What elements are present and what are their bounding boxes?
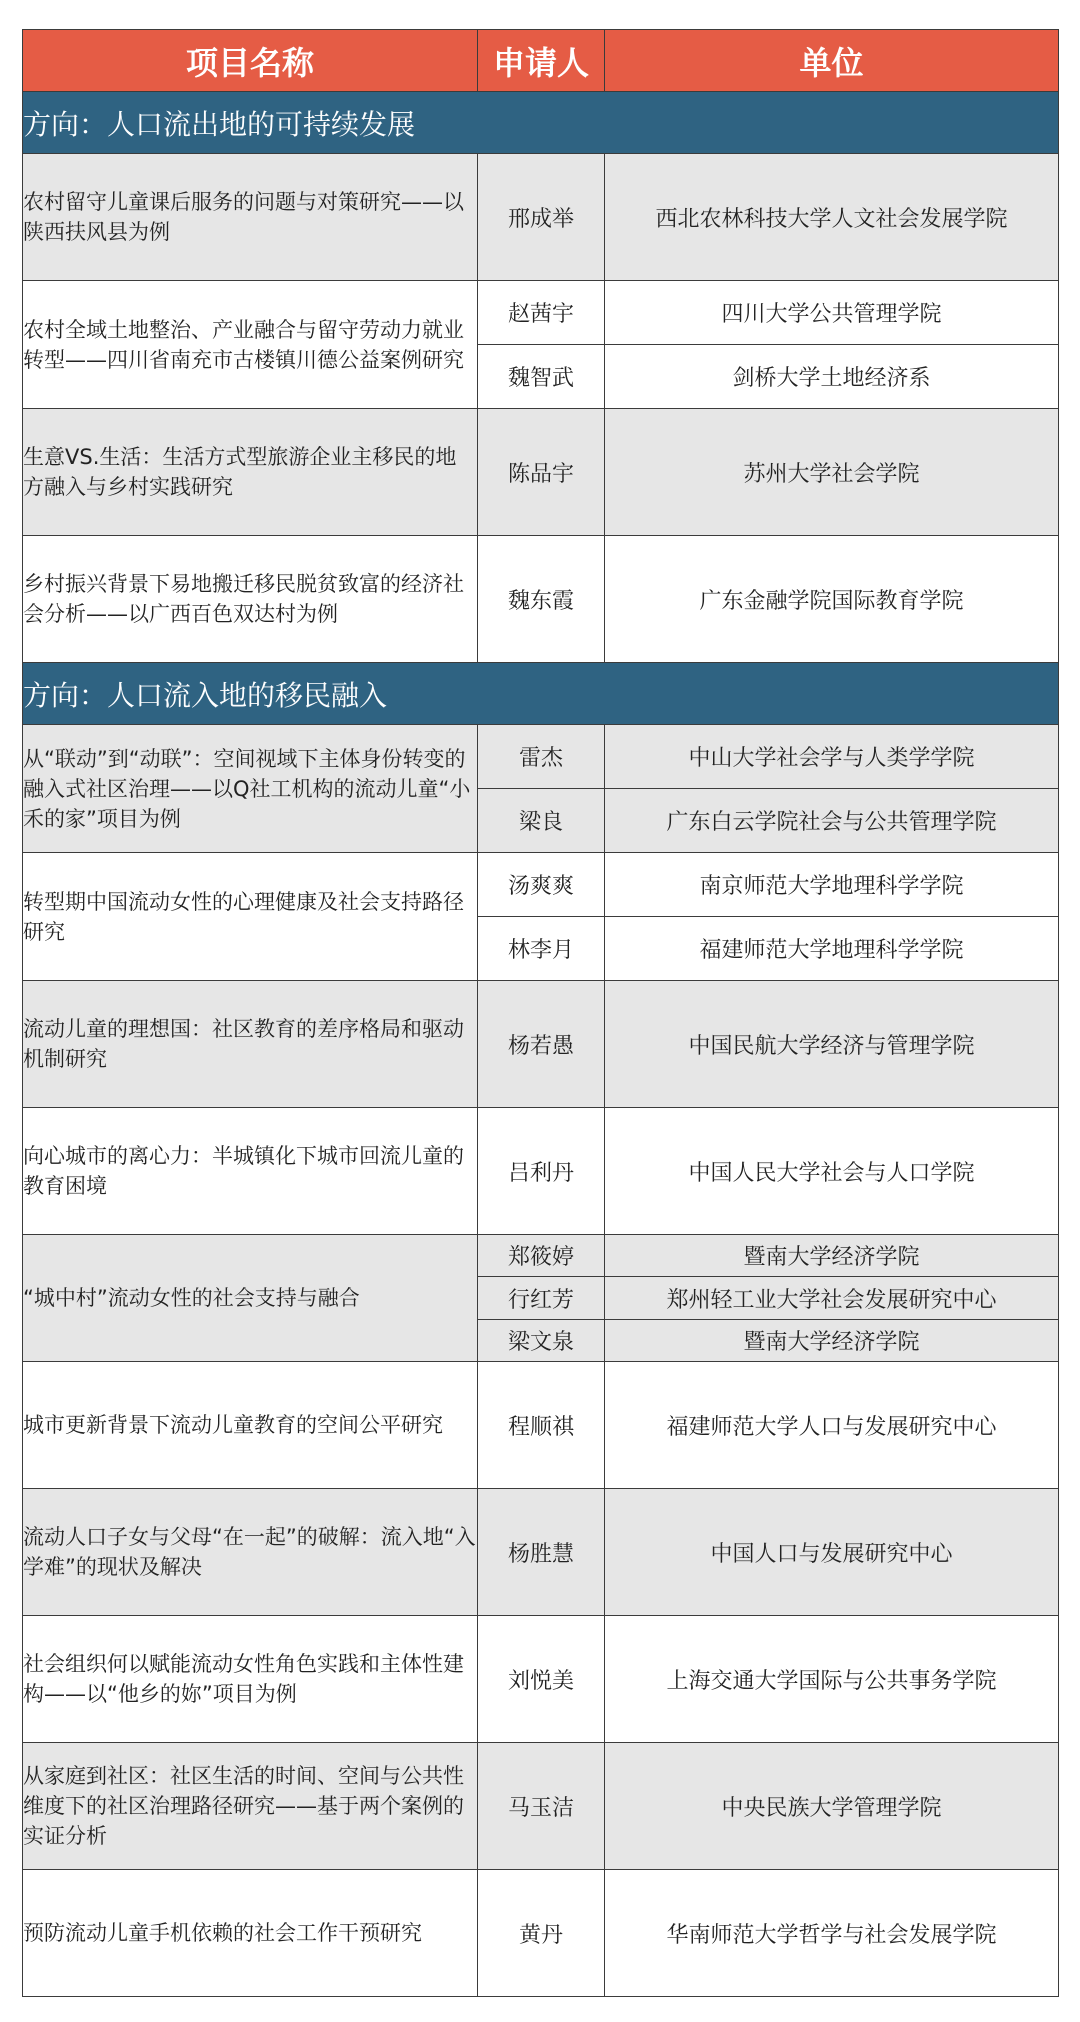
table-row xyxy=(23,1743,1059,1870)
unit-name: 华南师范大学哲学与社会发展学院 xyxy=(605,1870,1059,1997)
applicant-name: 赵茜宇 xyxy=(478,281,605,345)
project-title: 向心城市的离心力：半城镇化下城市回流儿童的教育困境 xyxy=(23,1108,478,1235)
applicant-name: 梁良 xyxy=(478,789,605,853)
table-row xyxy=(23,281,1059,345)
applicant-name: 林李月 xyxy=(478,917,605,981)
header-unit: 单位 xyxy=(605,30,1059,92)
unit-name: 暨南大学经济学院 xyxy=(605,1235,1059,1277)
table-row xyxy=(23,1616,1059,1743)
project-title: 从“联动”到“动联”：空间视域下主体身份转变的融入式社区治理——以Q社工机构的流动儿童“小禾的家”项目为例 xyxy=(23,725,478,853)
applicant-name: 邢成举 xyxy=(478,154,605,281)
table-row xyxy=(23,1870,1059,1997)
direction-label: 方向：人口流入地的移民融入 xyxy=(23,663,1059,725)
table-row xyxy=(23,1362,1059,1489)
direction-row xyxy=(23,92,1059,154)
header-project-name: 项目名称 xyxy=(23,30,478,92)
header-applicant: 申请人 xyxy=(478,30,605,92)
direction-label: 方向：人口流出地的可持续发展 xyxy=(23,92,1059,154)
unit-name: 中山大学社会学与人类学学院 xyxy=(605,725,1059,789)
applicant-name: 马玉洁 xyxy=(478,1743,605,1870)
table-row xyxy=(23,1108,1059,1235)
applicant-name: 汤爽爽 xyxy=(478,853,605,917)
unit-name: 中国人民大学社会与人口学院 xyxy=(605,1108,1059,1235)
project-table xyxy=(22,29,1059,1997)
table-row xyxy=(23,536,1059,663)
unit-name: 上海交通大学国际与公共事务学院 xyxy=(605,1616,1059,1743)
unit-name: 广东金融学院国际教育学院 xyxy=(605,536,1059,663)
project-title: 流动儿童的理想国：社区教育的差序格局和驱动机制研究 xyxy=(23,981,478,1108)
applicant-name: 陈品宇 xyxy=(478,409,605,536)
applicant-name: 杨若愚 xyxy=(478,981,605,1108)
table-row xyxy=(23,154,1059,281)
project-title: 生意VS.生活：生活方式型旅游企业主移民的地方融入与乡村实践研究 xyxy=(23,409,478,536)
unit-name: 中央民族大学管理学院 xyxy=(605,1743,1059,1870)
unit-name: 剑桥大学土地经济系 xyxy=(605,345,1059,409)
table-row xyxy=(23,853,1059,917)
unit-name: 中国人口与发展研究中心 xyxy=(605,1489,1059,1616)
table-row xyxy=(23,1235,1059,1277)
project-title: 社会组织何以赋能流动女性角色实践和主体性建构——以“他乡的妳”项目为例 xyxy=(23,1616,478,1743)
applicant-name: 魏智武 xyxy=(478,345,605,409)
project-title: 从家庭到社区：社区生活的时间、空间与公共性维度下的社区治理路径研究——基于两个案例的实证分析 xyxy=(23,1743,478,1870)
header-row xyxy=(23,30,1059,92)
applicant-name: 刘悦美 xyxy=(478,1616,605,1743)
direction-row xyxy=(23,663,1059,725)
unit-name: 福建师范大学人口与发展研究中心 xyxy=(605,1362,1059,1489)
project-title: “城中村”流动女性的社会支持与融合 xyxy=(23,1235,478,1362)
project-title: 乡村振兴背景下易地搬迁移民脱贫致富的经济社会分析——以广西百色双达村为例 xyxy=(23,536,478,663)
unit-name: 福建师范大学地理科学学院 xyxy=(605,917,1059,981)
unit-name: 暨南大学经济学院 xyxy=(605,1320,1059,1362)
unit-name: 广东白云学院社会与公共管理学院 xyxy=(605,789,1059,853)
project-title: 转型期中国流动女性的心理健康及社会支持路径研究 xyxy=(23,853,478,981)
applicant-name: 杨胜慧 xyxy=(478,1489,605,1616)
applicant-name: 黄丹 xyxy=(478,1870,605,1997)
table-row xyxy=(23,1489,1059,1616)
table-row xyxy=(23,725,1059,789)
project-title: 城市更新背景下流动儿童教育的空间公平研究 xyxy=(23,1362,478,1489)
project-title: 农村全域土地整治、产业融合与留守劳动力就业转型——四川省南充市古楼镇川德公益案例研究 xyxy=(23,281,478,409)
table-row xyxy=(23,981,1059,1108)
applicant-name: 吕利丹 xyxy=(478,1108,605,1235)
applicant-name: 程顺祺 xyxy=(478,1362,605,1489)
unit-name: 中国民航大学经济与管理学院 xyxy=(605,981,1059,1108)
unit-name: 南京师范大学地理科学学院 xyxy=(605,853,1059,917)
project-title: 农村留守儿童课后服务的问题与对策研究——以陕西扶风县为例 xyxy=(23,154,478,281)
applicant-name: 行红芳 xyxy=(478,1277,605,1320)
unit-name: 西北农林科技大学人文社会发展学院 xyxy=(605,154,1059,281)
project-title: 预防流动儿童手机依赖的社会工作干预研究 xyxy=(23,1870,478,1997)
applicant-name: 雷杰 xyxy=(478,725,605,789)
applicant-name: 梁文泉 xyxy=(478,1320,605,1362)
unit-name: 四川大学公共管理学院 xyxy=(605,281,1059,345)
table-row xyxy=(23,409,1059,536)
applicant-name: 郑筱婷 xyxy=(478,1235,605,1277)
unit-name: 郑州轻工业大学社会发展研究中心 xyxy=(605,1277,1059,1320)
unit-name: 苏州大学社会学院 xyxy=(605,409,1059,536)
project-title: 流动人口子女与父母“在一起”的破解：流入地“入学难”的现状及解决 xyxy=(23,1489,478,1616)
applicant-name: 魏东霞 xyxy=(478,536,605,663)
